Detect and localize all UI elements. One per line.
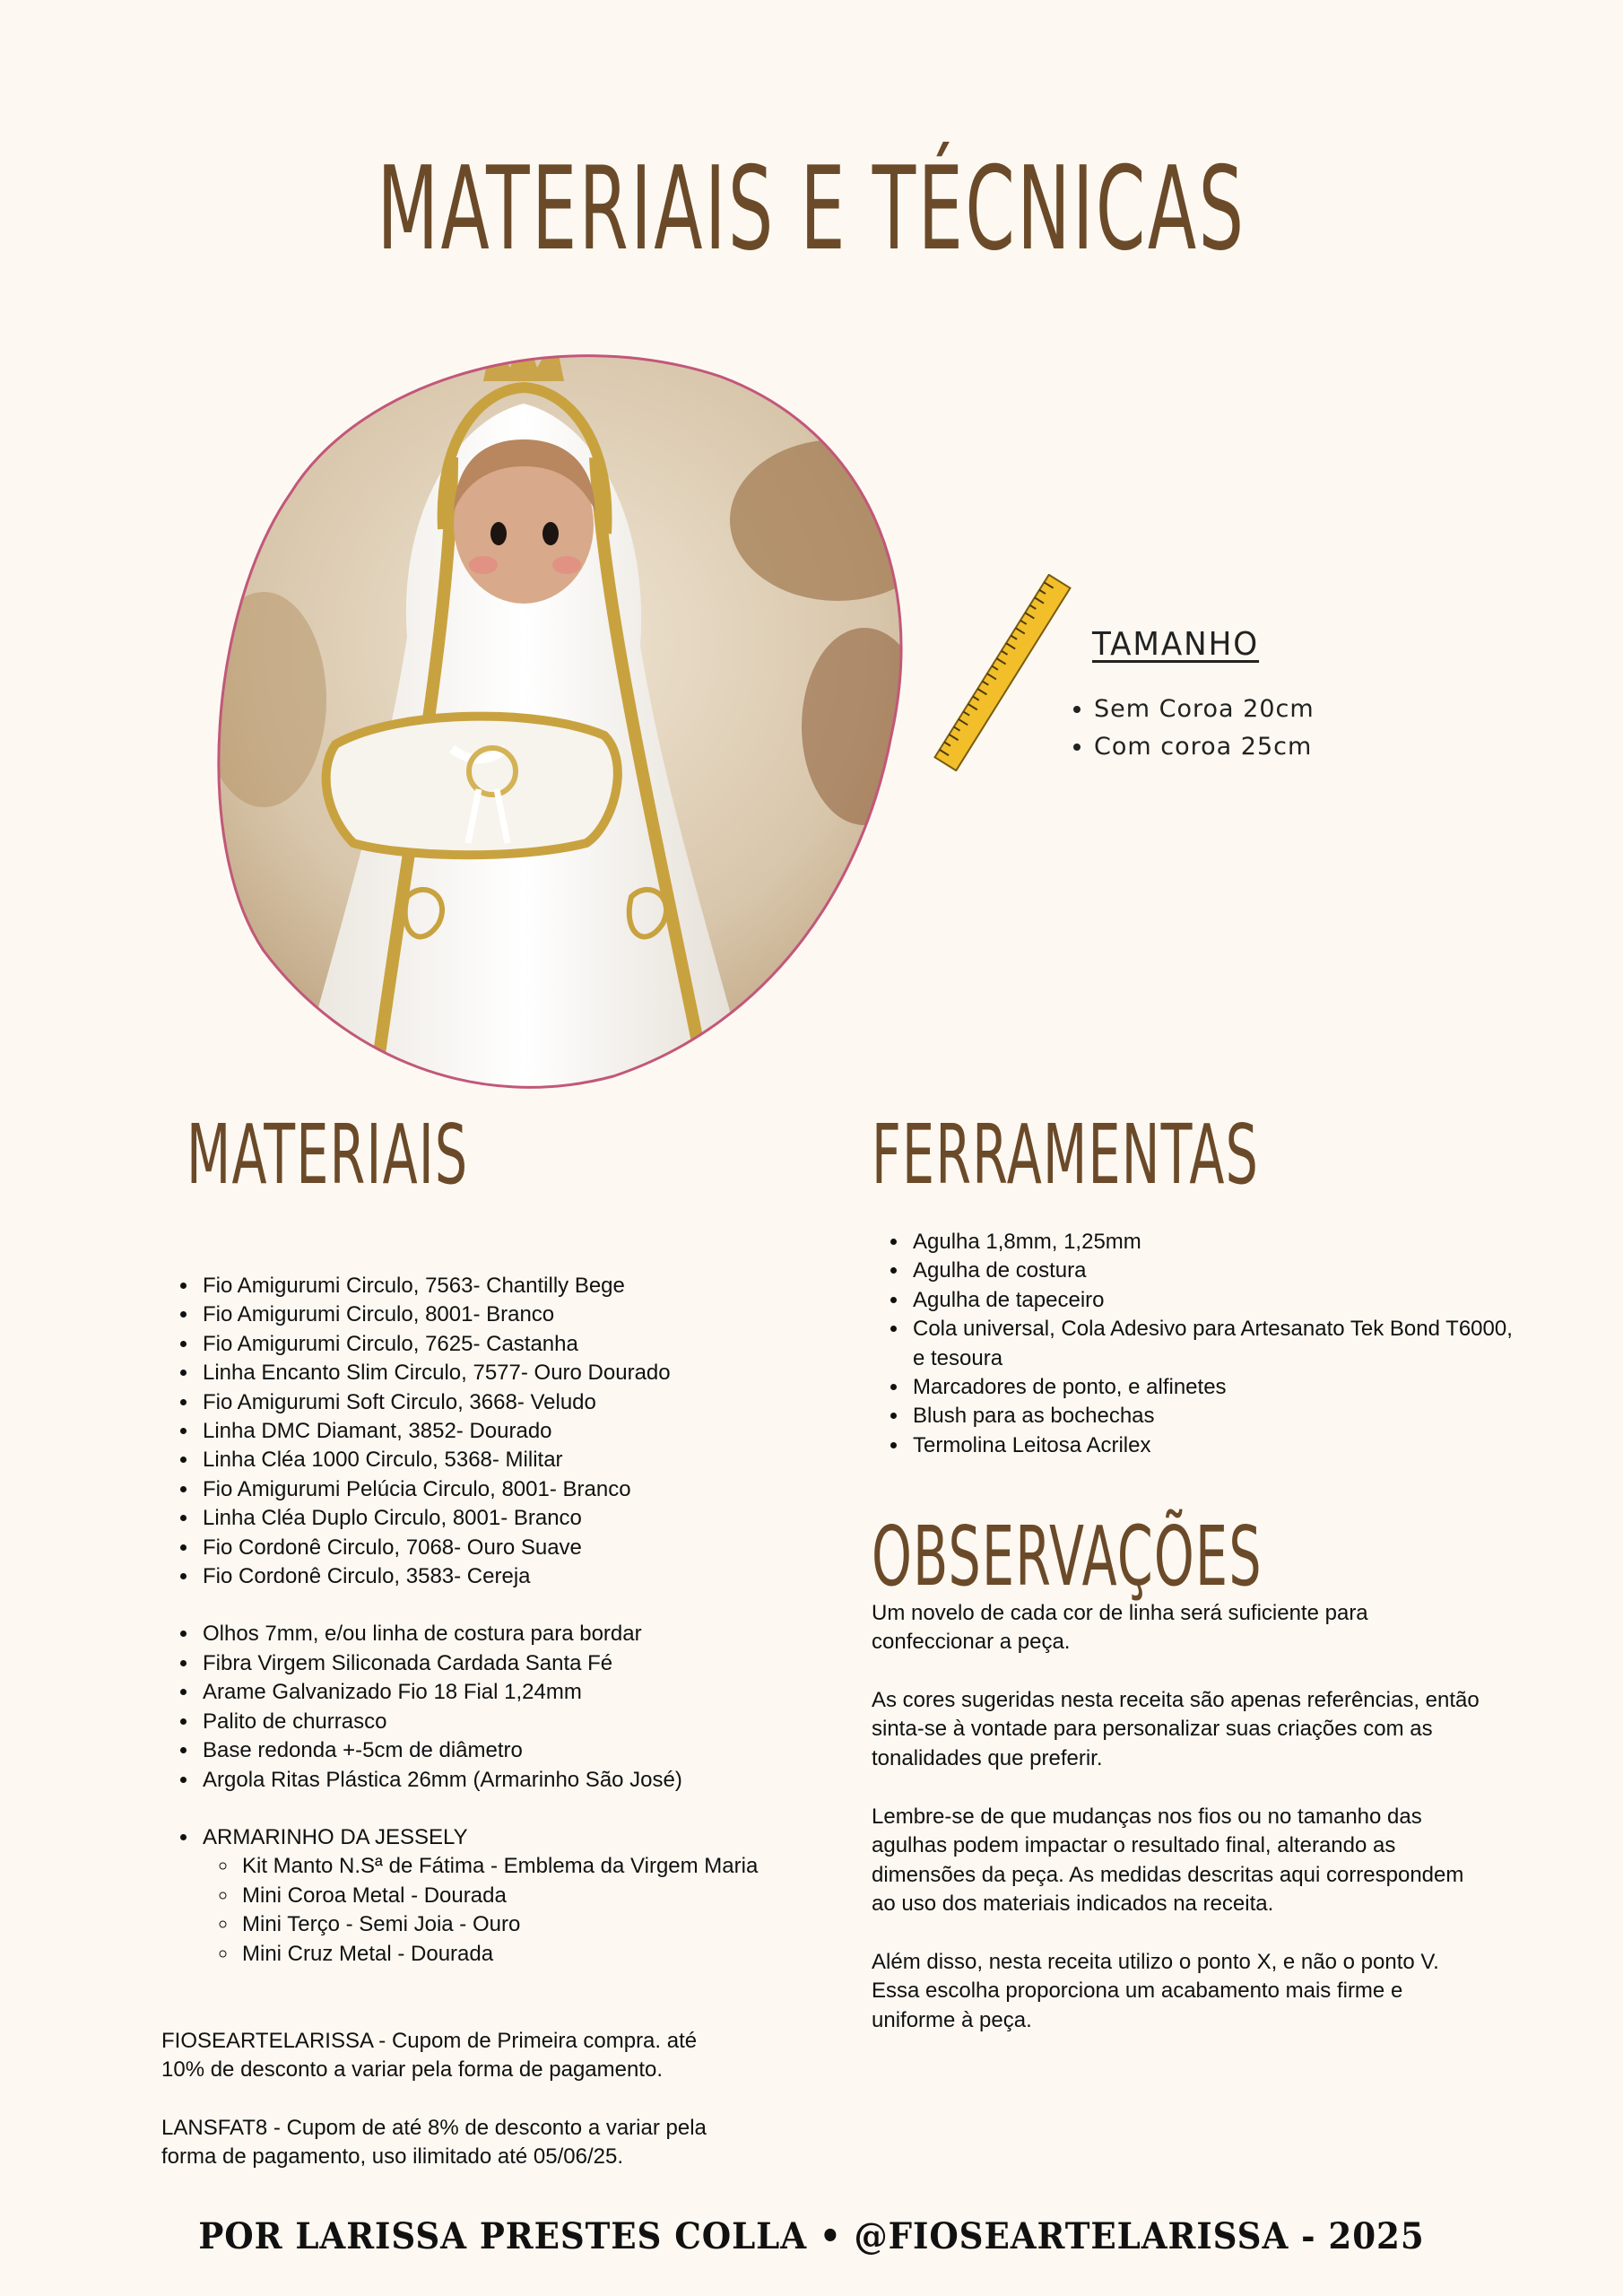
notes-heading: OBSERVAÇÕES [872, 1509, 1263, 1605]
list-item: • Linha Encanto Slim Circulo, 7577- Ouro Dourado [199, 1359, 773, 1387]
list-item: • Marcadores de ponto, e alfinetes [909, 1373, 1519, 1402]
list-item: • Linha Cléa Duplo Circulo, 8001- Branco [199, 1504, 773, 1533]
sub-list-item: ◦ Kit Manto N.Sª de Fátima - Emblema da Virgem Maria [239, 1852, 773, 1881]
materials-list [161, 1272, 773, 1969]
list-item: • Fio Amigurumi Pelúcia Circulo, 8001- Branco [199, 1475, 773, 1504]
size-list [1065, 691, 1315, 766]
tools-list [872, 1228, 1519, 1460]
list-item: • Agulha de tapeceiro [909, 1286, 1519, 1315]
list-item: • Olhos 7mm, e/ou linha de costura para bordar [199, 1620, 773, 1648]
coupon-text: LANSFAT8 - Cupom de até 8% de desconto a variar pela forma de pagamento, uso ilimitado até 05/06/25. [161, 2116, 707, 2170]
list-item: • Base redonda +-5cm de diâmetro [199, 1736, 773, 1765]
footer-credit: POR LARISSA PRESTES COLLA • @FIOSEARTELARISSA - 2025 [198, 2215, 1425, 2257]
list-item: • Fio Cordonê Circulo, 3583- Cereja [199, 1562, 773, 1591]
list-item: • Fio Amigurumi Circulo, 7625- Castanha [199, 1330, 773, 1359]
shop-sublist [203, 1852, 773, 1969]
size-heading: TAMANHO [1092, 626, 1260, 663]
list-item: • Argola Ritas Plástica 26mm (Armarinho São José) [199, 1766, 773, 1795]
note-paragraph: Um novelo de cada cor de linha será suficiente para confeccionar a peça. [872, 1601, 1368, 1655]
sub-list-item: ◦ Mini Terço - Semi Joia - Ouro [239, 1910, 773, 1939]
note-paragraph: Lembre-se de que mudanças nos fios ou no tamanho das agulhas podem impactar o resultado final, alterando as dimensões da peça. As medidas descritas aqui correspondem ao uso dos materiais indicados na receita. [872, 1805, 1464, 1917]
list-item: • Linha DMC Diamant, 3852- Dourado [199, 1417, 773, 1446]
list-item: • Blush para as bochechas [909, 1402, 1519, 1431]
note-paragraph: Além disso, nesta receita utilizo o ponto X, e não o ponto V. Essa escolha proporciona um acabamento mais firme e uniforme à peça. [872, 1950, 1439, 2032]
list-item: • Fio Amigurumi Soft Circulo, 3668- Veludo [199, 1388, 773, 1417]
page-title: MATERIAIS E TÉCNICAS [377, 143, 1246, 276]
list-item: • Fio Amigurumi Circulo, 7563- Chantilly Bege [199, 1272, 773, 1300]
list-item: • Palito de churrasco [199, 1708, 773, 1736]
shop-label: ARMARINHO DA JESSELY [203, 1824, 468, 1849]
size-item: • Com coroa 25cm [1094, 728, 1315, 766]
list-spacer [199, 1591, 773, 1620]
list-item: • Fibra Virgem Siliconada Cardada Santa Fé [199, 1649, 773, 1678]
sub-list-item: ◦ Mini Coroa Metal - Dourada [239, 1882, 773, 1910]
ruler-icon [922, 574, 1083, 771]
note-paragraph: As cores sugeridas nesta receita são apenas referências, então sinta-se à vontade para personalizar suas criações com as tonalidades que preferir. [872, 1688, 1480, 1770]
product-photo [183, 341, 936, 1094]
size-item: • Sem Coroa 20cm [1094, 691, 1315, 728]
list-item: • Agulha de costura [909, 1257, 1519, 1285]
tools-heading: FERRAMENTAS [872, 1107, 1260, 1203]
list-item: • Agulha 1,8mm, 1,25mm [909, 1228, 1519, 1257]
list-spacer [199, 1795, 773, 1823]
list-item: • Fio Amigurumi Circulo, 8001- Branco [199, 1300, 773, 1329]
shop-item [199, 1823, 773, 1969]
list-item: • Cola universal, Cola Adesivo para Artesanato Tek Bond T6000, e tesoura [909, 1315, 1519, 1373]
coupon-text: FIOSEARTELARISSA - Cupom de Primeira compra. até 10% de desconto a variar pela forma de pagamento. [161, 2029, 698, 2083]
materials-heading: MATERIAIS [187, 1107, 469, 1203]
list-item: • Arame Galvanizado Fio 18 Fial 1,24mm [199, 1678, 773, 1707]
list-item: • Linha Cléa 1000 Circulo, 5368- Militar [199, 1446, 773, 1474]
list-item: • Fio Cordonê Circulo, 7068- Ouro Suave [199, 1534, 773, 1562]
list-item: • Termolina Leitosa Acrilex [909, 1431, 1519, 1460]
sub-list-item: ◦ Mini Cruz Metal - Dourada [239, 1940, 773, 1969]
